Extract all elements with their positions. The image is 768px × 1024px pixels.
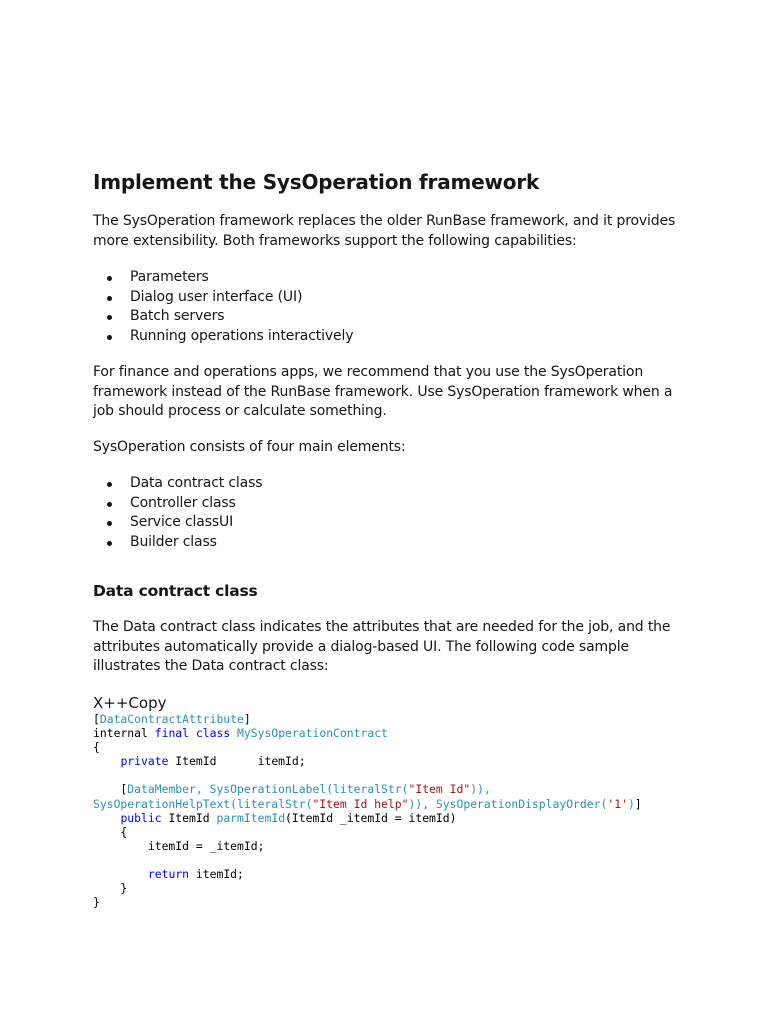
list-item: Dialog user interface (UI) xyxy=(93,288,353,308)
code-token: private xyxy=(120,754,169,769)
code-token: SysOperationDisplayOrder xyxy=(435,796,601,811)
code-token: "Item Id" xyxy=(408,782,471,797)
code-token: )) xyxy=(408,796,423,811)
code-line xyxy=(93,782,642,796)
code-token: public xyxy=(120,810,162,825)
code-token: { xyxy=(93,740,100,755)
recommendation-paragraph: For finance and operations apps, we recommend that you use the SysOperation framework instead of the RunBase framework. Use SysOperation framework when a job should process or calculate something. xyxy=(93,364,673,419)
code-token: } xyxy=(93,881,128,896)
code-line xyxy=(93,853,642,867)
code-token xyxy=(189,726,196,740)
code-token: )) xyxy=(470,782,484,797)
code-token: { xyxy=(93,824,128,839)
code-token: ItemId xyxy=(161,810,217,825)
code-token: return xyxy=(147,867,190,882)
section-description: The Data contract class indicates the attributes that are needed for the job, and the attributes automatically provide a dialog-based UI. The following code sample illustrates the Data contract class: xyxy=(93,619,671,674)
code-line xyxy=(93,895,642,909)
code-token: DataMember xyxy=(127,782,196,797)
code-token xyxy=(93,867,148,881)
code-token: DataContractAttribute xyxy=(99,712,244,726)
list-item: Controller class xyxy=(93,494,262,514)
code-token: literalStr xyxy=(333,782,402,797)
code-line xyxy=(93,712,642,726)
code-token: MySysOperationContract xyxy=(237,726,388,741)
code-line xyxy=(93,839,642,853)
code-token: [ xyxy=(93,712,100,726)
code-token: SysOperationLabel xyxy=(209,782,327,797)
capabilities-list xyxy=(93,268,353,346)
code-token: ] xyxy=(243,712,251,726)
section-heading: Data contract class xyxy=(93,582,258,600)
code-token: , xyxy=(195,782,210,797)
code-token: ( xyxy=(326,782,334,797)
code-token: '1' xyxy=(607,796,628,811)
code-line xyxy=(93,726,642,740)
code-language-label: X++Copy xyxy=(93,694,167,712)
code-token: class xyxy=(195,726,231,741)
code-token: final xyxy=(154,726,190,741)
code-line xyxy=(93,740,642,754)
elements-intro-paragraph: SysOperation consists of four main elements: xyxy=(93,439,406,455)
code-token: ] xyxy=(634,796,642,811)
intro-paragraph: The SysOperation framework replaces the older RunBase framework, and it provides more extensibility. Both frameworks support the following capabilities: xyxy=(93,213,676,249)
code-token: parmItemId xyxy=(216,810,286,825)
code-line xyxy=(93,881,642,895)
list-item: Data contract class xyxy=(93,474,262,494)
code-line xyxy=(93,867,642,881)
code-token: SysOperationHelpText xyxy=(93,796,231,811)
code-token: ItemId itemId; xyxy=(168,754,306,769)
list-item: Batch servers xyxy=(93,307,353,327)
list-item: Running operations interactively xyxy=(93,327,353,347)
code-token xyxy=(93,754,120,768)
code-block xyxy=(93,712,642,909)
code-token xyxy=(93,811,120,825)
list-item: Service classUI xyxy=(93,513,262,533)
code-token: ( xyxy=(305,796,313,811)
code-token: internal xyxy=(93,726,155,741)
code-token: , xyxy=(422,796,436,811)
code-token: literalStr xyxy=(237,796,306,811)
code-line xyxy=(93,797,642,811)
code-token: } xyxy=(93,895,100,910)
code-token: ( xyxy=(230,796,238,811)
code-line xyxy=(93,768,642,782)
elements-list xyxy=(93,474,262,552)
code-line xyxy=(93,754,642,768)
code-token: (ItemId _itemId = itemId) xyxy=(285,810,457,825)
code-token: "Item Id help" xyxy=(312,796,409,811)
code-token: itemId = _itemId; xyxy=(93,838,265,853)
code-token: ( xyxy=(600,796,608,811)
list-item: Builder class xyxy=(93,533,262,553)
code-token: ) xyxy=(627,796,635,811)
code-token: ( xyxy=(401,782,409,797)
code-token: [ xyxy=(93,782,128,797)
list-item: Parameters xyxy=(93,268,353,288)
code-line xyxy=(93,825,642,839)
code-token: itemId; xyxy=(189,867,244,882)
code-token: , xyxy=(483,782,491,797)
code-line xyxy=(93,811,642,825)
page-title: Implement the SysOperation framework xyxy=(93,170,540,194)
